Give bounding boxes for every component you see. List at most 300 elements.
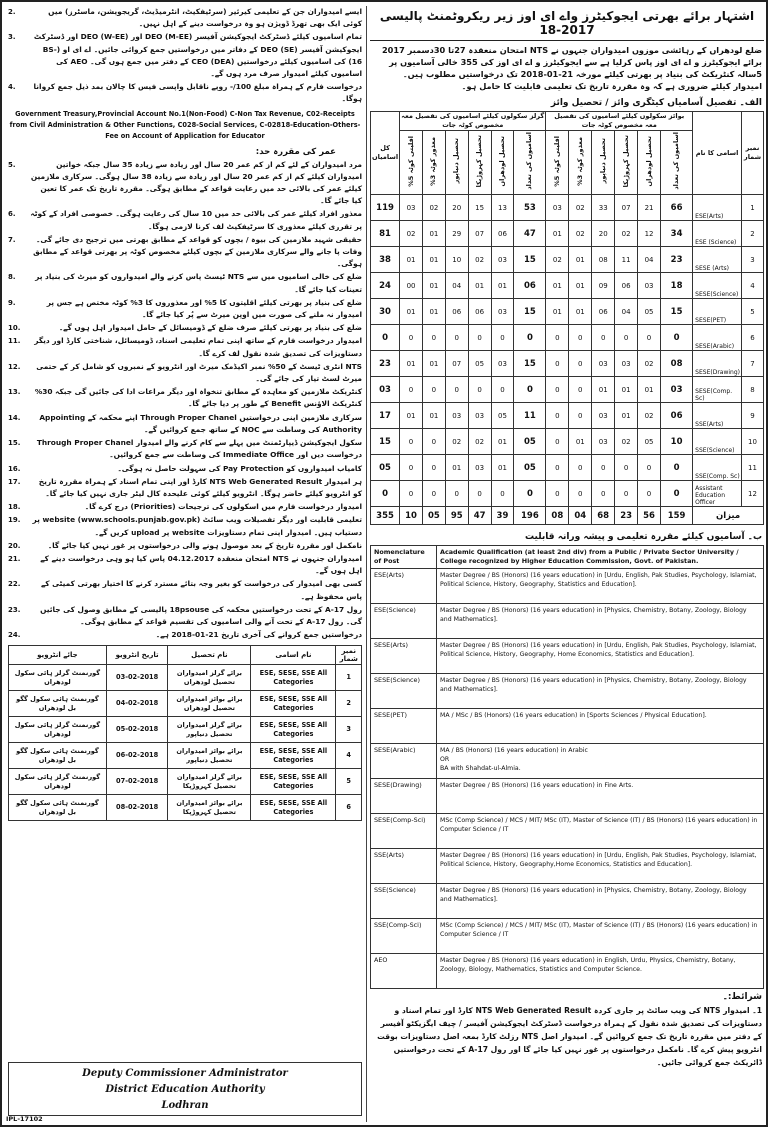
qualification-post: SESE(PET) xyxy=(371,709,437,744)
girls-value: 0 xyxy=(400,429,423,455)
boys-total-value: 23 xyxy=(615,507,638,525)
vacancy-row xyxy=(371,325,764,351)
girls-value: 04 xyxy=(445,273,468,299)
condition-item xyxy=(8,234,362,271)
boys-value: 01 xyxy=(569,299,592,325)
interview-tehsil: برائے بوائز امیدواران تحصیل کہروڑپکا xyxy=(168,795,251,821)
boys-value: 06 xyxy=(592,299,615,325)
interview-tehsil: برائے گرلز امیدواران تحصیل لودھراں xyxy=(168,665,251,691)
boys-value: 03 xyxy=(638,273,661,299)
condition-item-text: امیدوار درخواست فارم کے ساتھ اپنی تمام تعلیمی اسناد، ڈومیسائل، شناختی کارڈ اور دیگر دستاویزات کی تصدیق شدہ نقول لف کرے گا۔ xyxy=(34,336,362,358)
qualification-header-row xyxy=(371,546,764,569)
boys-value: 20 xyxy=(592,221,615,247)
boys-value: 15 xyxy=(661,299,693,325)
boys-value: 03 xyxy=(592,429,615,455)
girls-value: 15 xyxy=(514,351,546,377)
boys-value: 0 xyxy=(546,325,569,351)
authority-signature-block xyxy=(8,1062,362,1116)
condition-item-number: 21. xyxy=(8,554,21,563)
total-label: میزان xyxy=(693,507,764,525)
condition-item-text: تعلیمی قابلیت اور دیگر تفصیلات ویب سائٹ (www.schools.punjab.gov.pk) website پر دستیاب ہیں۔ امیدوار اپنی تمام دستاویزات website پر upload کریں گے۔ xyxy=(32,515,362,537)
girls-value: 0 xyxy=(445,377,468,403)
subheader-label: معذور کوٹہ 3% xyxy=(575,136,584,186)
qualification-post: ESE(Science) xyxy=(371,604,437,639)
girls-value: 02 xyxy=(468,429,491,455)
interview-serial: 5 xyxy=(336,769,362,795)
boys-total-value: 56 xyxy=(638,507,661,525)
condition-item-text: درخواست فارم کے ہمراہ مبلغ 100/- روپے ناقابل واپسی فیس کا چالان بمد ذیل جمع کروانا ہوگا۔ xyxy=(33,82,362,104)
condition-item-text: معذور افراد کیلئے عمر کی بالائی حد میں 10 سال کی رعایت ہوگی۔ خصوصی افراد کے کوٹہ پر تقرری کیلئے معذوری کا سرٹیفکیٹ لف کرنا لازمی ہوگا۔ xyxy=(30,209,362,231)
interview-tehsil: برائے بوائز امیدواران تحصیل دنیاپور xyxy=(168,743,251,769)
boys-value: 0 xyxy=(615,481,638,507)
qualification-post: SSE(Science) xyxy=(371,884,437,919)
condition-item-number: 24. xyxy=(8,631,21,640)
vacancy-total: 119 xyxy=(371,195,400,221)
interview-row xyxy=(9,665,362,691)
interview-serial: 4 xyxy=(336,743,362,769)
vacancy-post-name: ESE(Arts) xyxy=(693,195,742,221)
condition-item xyxy=(8,208,362,232)
condition-item-text: ہر امیدوار NTS Web Generated Result کارڈ اور اپنی تمام اسناد کے ہمراہ مقررہ تاریخ کو انٹرویو کیلئے حاضر ہوگا۔ انٹرویو کیلئے کوئی علیحدہ کال لیٹر جاری نہیں کیا جائے گا۔ xyxy=(38,476,362,498)
girls-value: 15 xyxy=(468,195,491,221)
boys-value: 0 xyxy=(569,455,592,481)
interview-date: 05-02-2018 xyxy=(106,717,168,743)
qualification-row xyxy=(371,919,764,954)
boys-value: 23 xyxy=(661,247,693,273)
girls-value: 01 xyxy=(445,455,468,481)
interview-header-4: جائے انٹرویو xyxy=(9,646,107,665)
girls-value: 0 xyxy=(491,481,514,507)
condition-item-number: 20. xyxy=(8,541,21,550)
vacancy-row xyxy=(371,481,764,507)
girls-subheader-3 xyxy=(445,131,468,195)
condition-item xyxy=(8,386,362,410)
grand-total: 355 xyxy=(371,507,400,525)
boys-value: 06 xyxy=(615,273,638,299)
boys-value: 04 xyxy=(638,247,661,273)
interview-serial: 3 xyxy=(336,717,362,743)
condition-item xyxy=(8,412,362,436)
boys-value: 05 xyxy=(638,429,661,455)
boys-value: 0 xyxy=(546,377,569,403)
condition-item-text: امیدوار درخواست فارم میں اسکولوں کی ترجیحات (Priorities) درج کرے گا۔ xyxy=(84,502,362,512)
boys-value: 01 xyxy=(592,377,615,403)
interview-post: ESE, SESE, SSE All Categories xyxy=(251,769,336,795)
vacancy-post-name: ESE (Science) xyxy=(693,221,742,247)
boys-total-value: 04 xyxy=(569,507,592,525)
vacancy-table-body xyxy=(371,195,764,525)
girls-value: 0 xyxy=(400,481,423,507)
boys-value: 01 xyxy=(615,377,638,403)
girls-value: 13 xyxy=(491,195,514,221)
qualification-row xyxy=(371,884,764,919)
girls-value: 01 xyxy=(400,403,423,429)
girls-value: 0 xyxy=(514,325,546,351)
boys-value: 02 xyxy=(546,247,569,273)
boys-value: 02 xyxy=(638,403,661,429)
boys-value: 02 xyxy=(638,351,661,377)
interview-row xyxy=(9,691,362,717)
qualification-row xyxy=(371,954,764,989)
girls-value: 0 xyxy=(491,325,514,351)
girls-value: 47 xyxy=(514,221,546,247)
girls-subheader-4 xyxy=(422,131,445,195)
vacancy-row xyxy=(371,195,764,221)
intro-paragraph: ضلع لودھراں کے رہائشی موزوں امیدواران جنہوں نے NTS امتحان منعقدہ 27تا 30دسمبر 2017 برائے ایجوکیٹرز و اے ای اوز پاس کرلیا ہے سے ایجوکیٹرز و اے ای اوز کی 355 خالی آسامیوں پر 5سالہ کنٹریکٹ کی بنیاد پر بھرتی کیلئے مورخہ 21-01-2018 تک درخواستیں مطلوب ہیں۔ امیدوار کیلئے ضروری ہے کہ وہ مقررہ تاریخ تک تعلیمی قابلیت کا حامل ہو۔ xyxy=(381,45,762,91)
qualification-text: Master Degree / BS (Honors) (16 years education) in [Urdu, English, Pak Studies, Psychology, Islamiat, Political Science, History, Geography,Home Economics, Statistics and Education]. xyxy=(437,849,764,884)
girls-value: 0 xyxy=(514,377,546,403)
qualification-text: Master Degree / BS (Honors) (16 years education) in [Physics, Chemistry, Botany, Zoology, Biology and Mathematics]. xyxy=(437,674,764,709)
vacancy-row xyxy=(371,429,764,455)
vacancy-row xyxy=(371,273,764,299)
girls-value: 0 xyxy=(445,325,468,351)
qualification-post: SESE(Arts) xyxy=(371,639,437,674)
qualification-row xyxy=(371,814,764,849)
footer-line-3: Lodhran xyxy=(161,1100,209,1111)
boys-value: 03 xyxy=(592,403,615,429)
girls-value: 01 xyxy=(422,247,445,273)
girls-subheader-1 xyxy=(491,131,514,195)
condition-item-number: 4. xyxy=(8,83,16,92)
condition-item-number: 18. xyxy=(8,503,21,512)
girls-value: 01 xyxy=(422,273,445,299)
boys-value: 18 xyxy=(661,273,693,299)
ipl-code: IPL-17102 xyxy=(6,1115,43,1123)
qualification-row xyxy=(371,569,764,604)
conditions-list-2 xyxy=(8,159,362,642)
vacancy-serial: 8 xyxy=(742,377,764,403)
qualification-text: Master Degree / BS (Honors) (16 years education) in [Urdu, English, Pak Studies, Psychology, Islamiat, Political Science, History, Geography, Home Economics, Statistics and Education]. xyxy=(437,639,764,674)
interview-tehsil: برائے گرلز امیدواران تحصیل کہروڑپکا xyxy=(168,769,251,795)
boys-value: 03 xyxy=(546,195,569,221)
girls-value: 15 xyxy=(514,299,546,325)
interview-header-row xyxy=(9,646,362,665)
vacancy-post-name: SESE(Comp. Sc) xyxy=(693,377,742,403)
girls-value: 0 xyxy=(400,325,423,351)
interview-post: ESE, SESE, SSE All Categories xyxy=(251,691,336,717)
condition-item-number: 15. xyxy=(8,439,21,448)
qualification-post: SESE(Drawing) xyxy=(371,779,437,814)
interview-post: ESE, SESE, SSE All Categories xyxy=(251,717,336,743)
girls-total-value: 196 xyxy=(514,507,546,525)
subheader-label: اقلیتی کوٹہ 5% xyxy=(552,135,561,187)
vacancy-post-name: SESE (Arts) xyxy=(693,247,742,273)
girls-value: 00 xyxy=(400,273,423,299)
qualification-text: MA / MSc / BS (Honors) (16 years education) in [Sports Sciences / Physical Education]. xyxy=(437,709,764,744)
boys-value: 02 xyxy=(569,195,592,221)
vacancy-total: 15 xyxy=(371,429,400,455)
interview-header-1: نام اسامی xyxy=(251,646,336,665)
interview-venue: گورنمنٹ ہائی سکول گگو بل لودھراں xyxy=(9,743,107,769)
girls-value: 0 xyxy=(491,377,514,403)
girls-subheader-5 xyxy=(400,131,423,195)
condition-item xyxy=(8,463,362,475)
girls-value: 01 xyxy=(491,455,514,481)
girls-subheader-2 xyxy=(468,131,491,195)
girls-value: 15 xyxy=(514,247,546,273)
boys-value: 66 xyxy=(661,195,693,221)
interview-row xyxy=(9,769,362,795)
vacancy-total: 03 xyxy=(371,377,400,403)
subheader-label: تحصیل کہروڑپکا xyxy=(621,134,630,188)
boys-value: 0 xyxy=(546,429,569,455)
subheader-label: تحصیل دنیاپور xyxy=(452,138,461,184)
left-column xyxy=(8,6,362,821)
condition-text: امیدوار NTS کی ویب سائٹ پر جاری کردہ NTS Web Generated Result کارڈ اور تمام اسناد و دستاویزات کی تصدیق شدہ نقول کے ہمراہ درخواست ڈسٹرکٹ ایجوکیشن آفیسر / چیف ایگزیکٹو آفیسر کے دفتر میں مقررہ تاریخ تک جمع کروائیں گے۔ امیدوار اصل NTS رزلٹ کارڈ بمعہ اصل دستاویزات بوقت انٹرویو پیش کرے گا۔ نامکمل درخواستوں پر غور نہیں کیا جائے گا اور رول 17-A کے تحت درخواستیں ڈائریکٹ جمع کروائی جائیں۔ xyxy=(377,1006,762,1067)
girls-value: 0 xyxy=(445,481,468,507)
condition-item-number: 5. xyxy=(8,160,16,169)
condition-item-text: ایسے امیدواران جن کے تعلیمی کیرئیر (سرٹیفکیٹ، انٹرمیڈیٹ، گریجویشن، ماسٹرز) میں کوئی ایک بھی تھرڈ ڈویژن ہو وہ درخواست دینے کے اہل نہیں۔ xyxy=(48,7,362,29)
girls-value: 05 xyxy=(468,351,491,377)
vacancy-row xyxy=(371,403,764,429)
condition-item xyxy=(8,553,362,577)
boys-value: 02 xyxy=(615,429,638,455)
boys-value: 21 xyxy=(638,195,661,221)
girls-value: 05 xyxy=(514,429,546,455)
interview-row xyxy=(9,795,362,821)
vacancy-table xyxy=(370,111,764,525)
girls-total-value: 39 xyxy=(491,507,514,525)
vacancy-serial: 9 xyxy=(742,403,764,429)
qualification-text: MA / BS (Honors) (16 years education) in Arabic OR BA with Shahdat-ul-Almia. xyxy=(437,744,764,779)
vacancy-total: 38 xyxy=(371,247,400,273)
girls-value: 01 xyxy=(491,273,514,299)
condition-item xyxy=(8,271,362,295)
subheader-label: اقلیتی کوٹہ 5% xyxy=(406,135,415,187)
girls-value: 07 xyxy=(468,221,491,247)
condition-item-text: سکول ایجوکیشن ڈیپارٹمنٹ میں پہلے سے کام کرنے والے امیدوار Through Proper Chanel درخواست دیں اور Immediate Office کی وساطت سے جمع کروائیں۔ xyxy=(36,438,362,460)
boys-value: 0 xyxy=(661,325,693,351)
girls-value: 20 xyxy=(445,195,468,221)
boys-value: 12 xyxy=(638,221,661,247)
girls-total-value: 47 xyxy=(468,507,491,525)
boys-value: 08 xyxy=(592,247,615,273)
condition-item-number: 6. xyxy=(8,210,16,219)
boys-subheader-1 xyxy=(638,131,661,195)
condition-item-number: 16. xyxy=(8,464,21,473)
boys-value: 0 xyxy=(592,325,615,351)
boys-subheader-2 xyxy=(615,131,638,195)
girls-value: 03 xyxy=(400,195,423,221)
qualification-post: SESE(Arabic) xyxy=(371,744,437,779)
boys-value: 0 xyxy=(569,351,592,377)
boys-value: 0 xyxy=(546,403,569,429)
vacancy-total: 05 xyxy=(371,455,400,481)
boys-value: 0 xyxy=(569,325,592,351)
total-column-header: کل اسامیاں xyxy=(371,112,400,195)
boys-value: 0 xyxy=(569,403,592,429)
qualification-post: ESE(Arts) xyxy=(371,569,437,604)
girls-value: 0 xyxy=(400,377,423,403)
condition-item-number: 10. xyxy=(8,324,21,333)
condition-item xyxy=(8,322,362,334)
girls-value: 29 xyxy=(445,221,468,247)
condition-item-text: مرد امیدواران کے لئے کم از کم عمر 20 سال اور زیادہ سے زیادہ 35 سال جبکہ خواتین امیدواران کیلئے کم از کم عمر 20 سال اور زیادہ سے زیادہ 38 سال ہوگی۔ سرکاری ملازمین کیلئے عمر کی بالائی حد میں رعایت قواعد کے مطابق ہوگی۔ مقررہ تاریخ تک عمر کا تعین کیا جائے گا۔ xyxy=(30,159,362,206)
interview-serial: 2 xyxy=(336,691,362,717)
section-a-heading: الف۔ تفصیل آسامیاں کیٹگری وائز / تحصیل وائز xyxy=(550,98,762,108)
qualification-text: MSc (Comp Science) / MCS / MIT/ MSc (IT), Master of Science (IT) / BS (Honors) (16 years education) in Computer Science / IT xyxy=(437,919,764,954)
boys-value: 03 xyxy=(615,351,638,377)
condition-item xyxy=(8,81,362,105)
column-divider xyxy=(366,6,367,1122)
subheader-label: تحصیل لودھراں xyxy=(644,135,653,187)
boys-value: 0 xyxy=(569,377,592,403)
vacancy-row xyxy=(371,247,764,273)
condition-item-number: 17. xyxy=(8,477,21,486)
girls-value: 0 xyxy=(422,377,445,403)
conditions-list-1 xyxy=(8,6,362,106)
girls-value: 03 xyxy=(468,403,491,429)
vacancy-post-name: SESE(PET) xyxy=(693,299,742,325)
subheader-label: اسامیوں کی تعداد xyxy=(525,132,534,190)
girls-value: 02 xyxy=(468,247,491,273)
boys-value: 02 xyxy=(615,221,638,247)
subheader-label: تحصیل دنیاپور xyxy=(598,138,607,184)
interview-header-2: نام تحصیل xyxy=(168,646,251,665)
boys-subheader-5 xyxy=(546,131,569,195)
boys-value: 34 xyxy=(661,221,693,247)
qual-post-header: Nomenclature of Post xyxy=(371,546,437,569)
interview-date: 04-02-2018 xyxy=(106,691,168,717)
vacancy-serial: 11 xyxy=(742,455,764,481)
boys-value: 0 xyxy=(569,481,592,507)
boys-total-value: 08 xyxy=(546,507,569,525)
age-limit-heading: عمر کی مقررہ حد: xyxy=(255,146,336,157)
girls-value: 0 xyxy=(422,481,445,507)
boys-value: 07 xyxy=(615,195,638,221)
qualification-post: SSE(Arts) xyxy=(371,849,437,884)
condition-item xyxy=(8,629,362,641)
boys-value: 0 xyxy=(546,351,569,377)
qualification-text: Master Degree / BS (Honors) (16 years education) in [Urdu, English, Pak Studies, Psychology, Islamiat, Political Science, History, Geography, Statistics and Education]. xyxy=(437,569,764,604)
girls-value: 01 xyxy=(491,429,514,455)
interview-date: 08-02-2018 xyxy=(106,795,168,821)
condition-item-number: 2. xyxy=(8,8,16,16)
girls-total-value: 95 xyxy=(445,507,468,525)
boys-value: 0 xyxy=(638,481,661,507)
interview-date: 07-02-2018 xyxy=(106,769,168,795)
condition-item-text: کسی بھی امیدوار کی درخواست کو بغیر وجہ بتائے مسترد کرنے کا اختیار بھرتی کمیٹی کے پاس محفوظ ہے۔ xyxy=(40,579,362,601)
condition-item-number: 22. xyxy=(8,580,21,589)
boys-value: 06 xyxy=(661,403,693,429)
right-column xyxy=(370,6,764,1070)
interview-tehsil: برائے گرلز امیدواران تحصیل دنیاپور xyxy=(168,717,251,743)
boys-value: 0 xyxy=(592,481,615,507)
condition-item-number: 12. xyxy=(8,362,21,371)
girls-value: 06 xyxy=(491,221,514,247)
vacancy-total: 23 xyxy=(371,351,400,377)
condition-item-text: کامیاب امیدواروں کو Pay Protection کی سہولت حاصل نہ ہوگی۔ xyxy=(117,463,362,473)
boys-subheader-4 xyxy=(569,131,592,195)
boys-value: 08 xyxy=(661,351,693,377)
interview-tehsil: برائے بوائز امیدواران تحصیل لودھراں xyxy=(168,691,251,717)
girls-value: 01 xyxy=(468,273,491,299)
boys-value: 01 xyxy=(546,221,569,247)
qualification-post: SESE(Comp-Sci) xyxy=(371,814,437,849)
girls-value: 0 xyxy=(422,429,445,455)
qualification-row xyxy=(371,674,764,709)
girls-value: 0 xyxy=(400,455,423,481)
vacancy-serial: 3 xyxy=(742,247,764,273)
girls-value: 06 xyxy=(468,299,491,325)
vacancy-post-name: Assistant Education Officer xyxy=(693,481,742,507)
condition-item-number: 9. xyxy=(8,298,16,307)
vacancy-total-row xyxy=(371,507,764,525)
girls-value: 01 xyxy=(422,351,445,377)
girls-value: 0 xyxy=(422,325,445,351)
condition-item xyxy=(8,297,362,321)
condition-item xyxy=(8,604,362,628)
vacancy-serial: 6 xyxy=(742,325,764,351)
vacancy-total: 30 xyxy=(371,299,400,325)
condition-item-number: 14. xyxy=(8,413,21,422)
main-title: اشتہار برائے بھرتی ایجوکیٹرز واے ای اوز زیر ریکروٹمنٹ پالیسی 2017-18 xyxy=(370,6,764,41)
condition-item-text: ضلع کی بنیاد پر بھرتی کیلئے اقلیتوں کا 5% اور معذوروں کا 3% کوٹہ مختص ہے جس پر امیدوار نہ ملنے کی صورت میں اوپن میرٹ سے پُر کیا جائے گا۔ xyxy=(46,297,362,320)
girls-value: 03 xyxy=(491,299,514,325)
condition-item xyxy=(8,501,362,513)
boys-value: 01 xyxy=(569,247,592,273)
boys-total-value: 68 xyxy=(592,507,615,525)
girls-value: 01 xyxy=(422,403,445,429)
vacancy-post-name: SESE(Arabic) xyxy=(693,325,742,351)
vacancy-serial: 5 xyxy=(742,299,764,325)
interview-row xyxy=(9,743,362,769)
condition-item xyxy=(8,514,362,538)
vacancy-row xyxy=(371,455,764,481)
subheader-label: معذور کوٹہ 3% xyxy=(429,136,438,186)
boys-value: 01 xyxy=(546,273,569,299)
interview-date: 06-02-2018 xyxy=(106,743,168,769)
girls-value: 03 xyxy=(491,247,514,273)
vacancy-post-name: SSE(Science) xyxy=(693,429,742,455)
boys-value: 0 xyxy=(592,455,615,481)
boys-value: 01 xyxy=(569,273,592,299)
boys-value: 0 xyxy=(615,325,638,351)
condition-item xyxy=(8,159,362,208)
boys-value: 0 xyxy=(661,481,693,507)
qual-text-header: Academic Qualification (at least 2nd div) from a Public / Private Sector University / College recognized by Higher Education Commission, Govt. of Pakistan. xyxy=(437,546,764,569)
vacancy-serial: 10 xyxy=(742,429,764,455)
condition-item-text: حقیقی شہید ملازمین کی بیوہ / بچوں کو قواعد کے مطابق بھرتی میں ترجیح دی جائے گی۔ وفات پا جانے والے سرکاری ملازمین کے بچوں کیلئے مخصوص کوٹہ پر بھرتی قواعد کے مطابق ہوگی۔ xyxy=(33,234,362,269)
serial-column-header: نمبر شمار xyxy=(742,112,764,195)
boys-value: 03 xyxy=(592,351,615,377)
condition-item-number: 13. xyxy=(8,388,21,397)
interview-venue: گورنمنٹ گرلز ہائی سکول لودھراں xyxy=(9,769,107,795)
interview-schedule-table xyxy=(8,645,362,821)
interview-post: ESE, SESE, SSE All Categories xyxy=(251,665,336,691)
interview-row xyxy=(9,717,362,743)
vacancy-post-name: SSE(Comp. Sc) xyxy=(693,455,742,481)
qualification-text: Master Degree / BS (Honors) (16 years education) in [Physics, Chemistry, Botany, Zoology, Biology and Mathematics]. xyxy=(437,604,764,639)
interview-table-body xyxy=(9,665,362,821)
boys-value: 01 xyxy=(546,299,569,325)
girls-value: 01 xyxy=(400,351,423,377)
condition-item-text: NTS انٹری ٹیسٹ کے 50% نمبر اکیڈمک میرٹ اور انٹرویو کے نمبروں کو شامل کر کے حتمی میرٹ لسٹ تیار کی جائے گی۔ xyxy=(36,361,362,384)
girls-value: 0 xyxy=(514,481,546,507)
vacancy-row xyxy=(371,351,764,377)
boys-value: 0 xyxy=(615,455,638,481)
condition-item xyxy=(8,335,362,359)
vacancy-post-name: SESE(Science) xyxy=(693,273,742,299)
boys-value: 33 xyxy=(592,195,615,221)
vacancy-row xyxy=(371,221,764,247)
girls-group-header: گرلز سکولوں کیلئے اسامیوں کی تفصیل معہ مخصوص کوٹہ جات xyxy=(401,112,545,129)
boys-value: 0 xyxy=(661,455,693,481)
boys-value: 0 xyxy=(546,481,569,507)
girls-value: 53 xyxy=(514,195,546,221)
qualification-row xyxy=(371,604,764,639)
condition-number: 1 xyxy=(756,1006,762,1015)
